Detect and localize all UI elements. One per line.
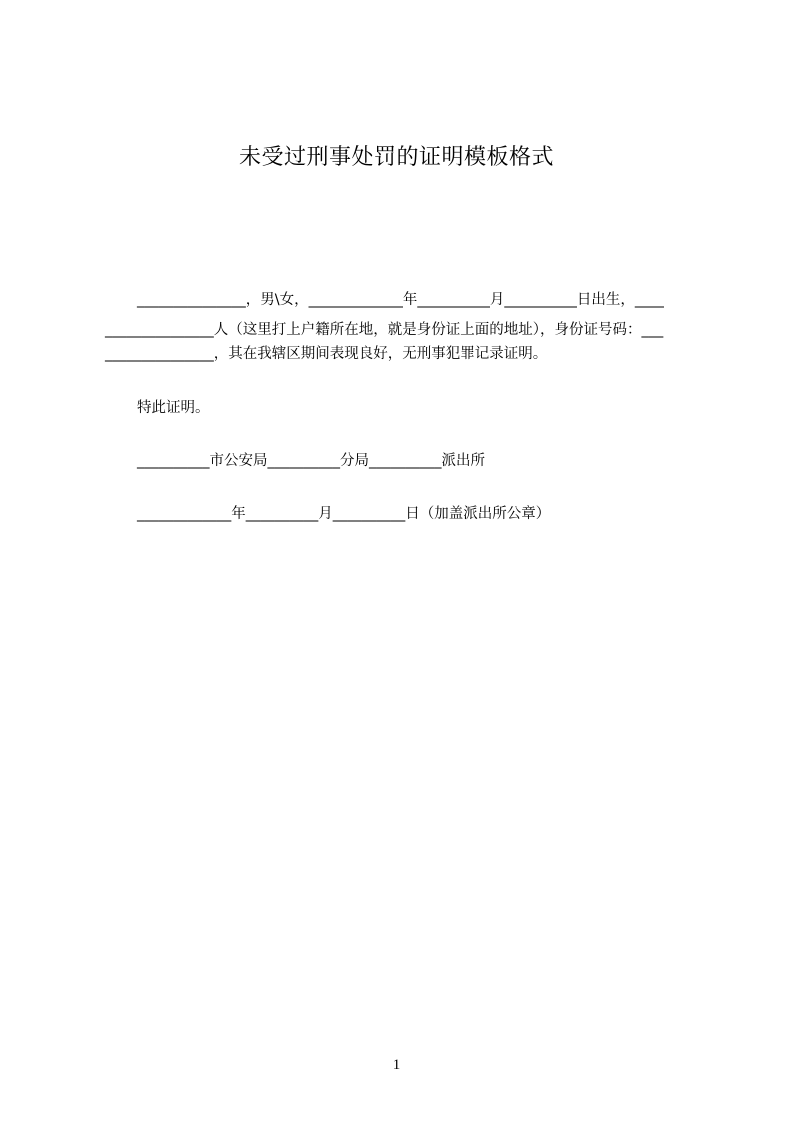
body-line-2: _______________人（这里打上户籍所在地，就是身份证上面的地址），身份证号码：___ [105,322,664,338]
police-station-line: __________市公安局__________分局__________派出所 [137,453,485,469]
body-line-3: _______________，其在我辖区期间表现良好，无刑事犯罪记录证明。 [105,346,548,362]
body-line-1: _______________，男\女，_____________年__________月__________日出生，____ [137,292,664,308]
date-seal-line: _____________年__________月__________日（加盖派出所公章） [137,506,551,522]
document-title: 未受过刑事处罚的证明模板格式 [238,145,554,170]
closing-statement: 特此证明。 [137,400,210,416]
page-number: 1 [392,1057,401,1073]
